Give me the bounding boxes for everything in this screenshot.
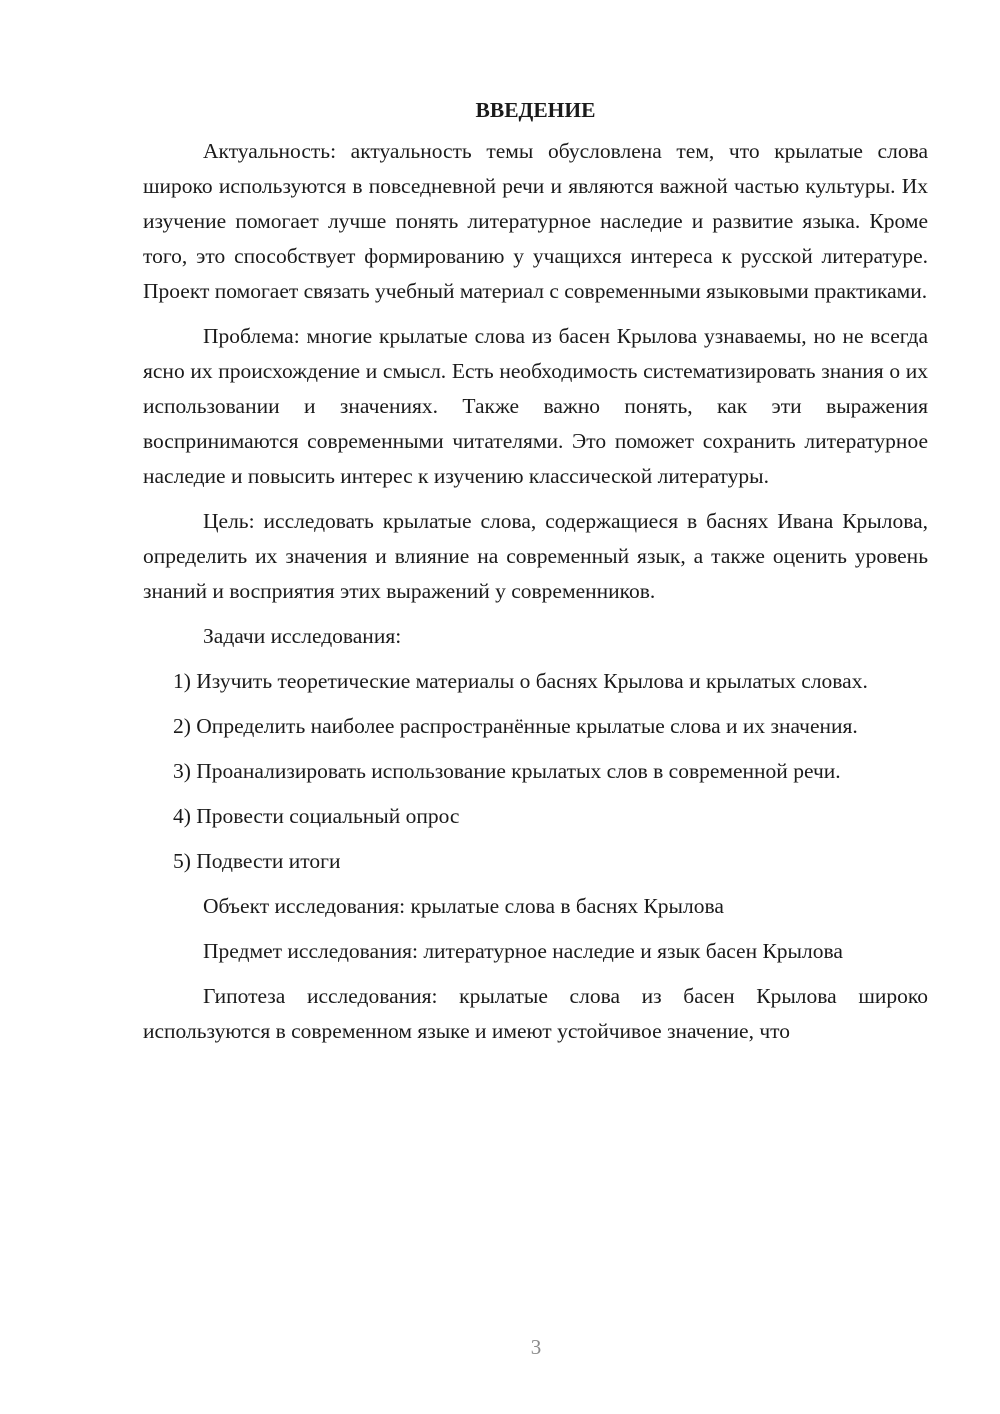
relevance-paragraph: Актуальность: актуальность темы обусловлена тем, что крылатые слова широко используются в повседневной речи и являются важной частью культуры. Их изучение помогает лучше понять литературное наследие и развитие языка. Кроме того, это способствует формированию у учащихся интереса к русской литературе. Проект помогает связать учебный материал с современными языковыми практиками.: [143, 139, 928, 303]
page-number: 3: [530, 1335, 542, 1359]
task-item-1: 1) Изучить теоретические материалы о баснях Крылова и крылатых словах.: [173, 669, 868, 693]
task-item-4: 4) Провести социальный опрос: [173, 804, 460, 828]
task-item-5: 5) Подвести итоги: [173, 849, 341, 873]
subject-paragraph: Предмет исследования: литературное наследие и язык басен Крылова: [203, 939, 843, 963]
goal-paragraph: Цель: исследовать крылатые слова, содержащиеся в баснях Ивана Крылова, определить их значения и влияние на современный язык, а также оценить уровень знаний и восприятия этих выражений у современников.: [143, 509, 928, 603]
task-item-3: 3) Проанализировать использование крылатых слов в современной речи.: [173, 759, 841, 783]
section-title: ВВЕДЕНИЕ: [475, 98, 596, 122]
tasks-heading: Задачи исследования:: [203, 624, 402, 648]
page-content: [143, 92, 928, 1059]
hypothesis-paragraph: Гипотеза исследования: крылатые слова из басен Крылова широко используются в современном языке и имеют устойчивое значение, что: [143, 984, 928, 1043]
task-item-2: 2) Определить наиболее распространённые крылатые слова и их значения.: [173, 714, 858, 738]
problem-paragraph: Проблема: многие крылатые слова из басен Крылова узнаваемы, но не всегда ясно их происхождение и смысл. Есть необходимость систематизировать знания о их использовании и значениях. Также важно понять, как эти выражения воспринимаются современными читателями. Это поможет сохранить литературное наследие и повысить интерес к изучению классической литературы.: [143, 324, 928, 488]
object-paragraph: Объект исследования: крылатые слова в баснях Крылова: [203, 894, 724, 918]
